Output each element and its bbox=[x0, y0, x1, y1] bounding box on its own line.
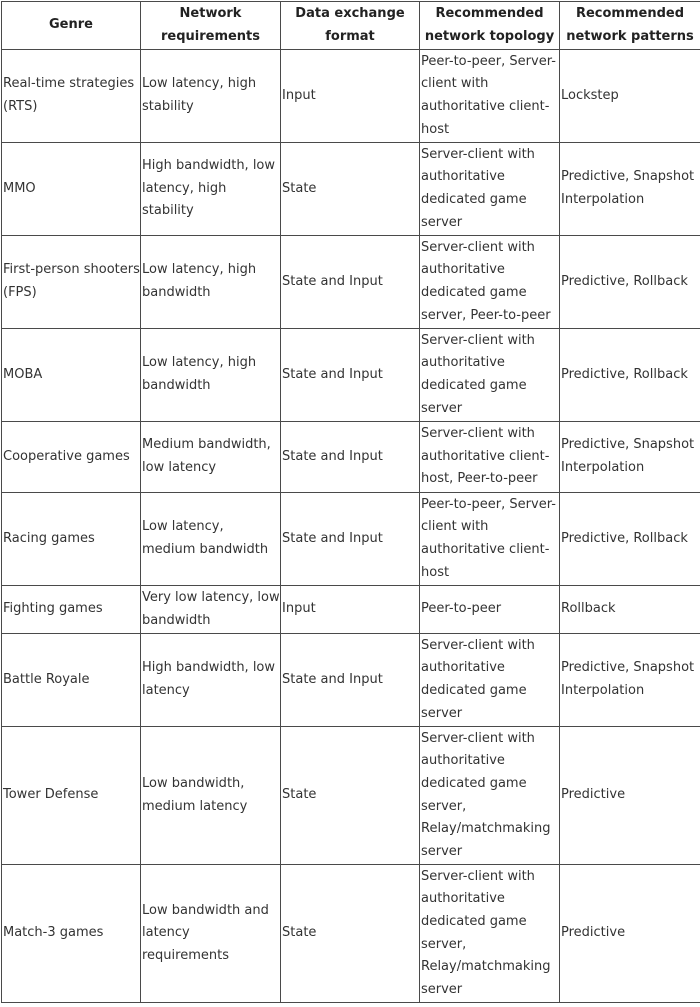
cell-data-format: State and Input bbox=[281, 422, 420, 493]
cell-network-requirements: Low latency, high bandwidth bbox=[141, 236, 281, 329]
cell-data-format: State bbox=[281, 727, 420, 865]
cell-genre: Fighting games bbox=[2, 586, 141, 634]
table-row bbox=[2, 727, 700, 865]
cell-data-format: State and Input bbox=[281, 236, 420, 329]
cell-topology: Server-client with authoritative dedicated game server, Peer-to-peer bbox=[420, 236, 560, 329]
cell-genre: MOBA bbox=[2, 329, 141, 422]
cell-patterns: Predictive, Snapshot Interpolation bbox=[560, 422, 700, 493]
cell-topology: Server-client with authoritative dedicated game server bbox=[420, 143, 560, 236]
cell-patterns: Predictive bbox=[560, 727, 700, 865]
cell-network-requirements: Low bandwidth, medium latency bbox=[141, 727, 281, 865]
header-network-requirements: Network requirements bbox=[141, 2, 281, 50]
cell-patterns: Lockstep bbox=[560, 50, 700, 143]
table-row bbox=[2, 50, 700, 143]
cell-genre: Cooperative games bbox=[2, 422, 141, 493]
table-row bbox=[2, 586, 700, 634]
table-row bbox=[2, 236, 700, 329]
cell-genre: Tower Defense bbox=[2, 727, 141, 865]
cell-network-requirements: Medium bandwidth, low latency bbox=[141, 422, 281, 493]
cell-genre: Real-time strategies (RTS) bbox=[2, 50, 141, 143]
cell-genre: Battle Royale bbox=[2, 634, 141, 727]
cell-topology: Peer-to-peer, Server-client with authoritative client-host bbox=[420, 50, 560, 143]
cell-topology: Peer-to-peer, Server-client with authoritative client-host bbox=[420, 493, 560, 586]
genre-network-table bbox=[1, 1, 700, 1003]
cell-genre: Match-3 games bbox=[2, 865, 141, 1003]
cell-patterns: Predictive, Snapshot Interpolation bbox=[560, 634, 700, 727]
cell-genre: First-person shooters (FPS) bbox=[2, 236, 141, 329]
cell-topology: Server-client with authoritative dedicated game server, Relay/matchmaking server bbox=[420, 865, 560, 1003]
table-header-row bbox=[2, 2, 700, 50]
header-recommended-patterns: Recommended network patterns bbox=[560, 2, 700, 50]
cell-patterns: Predictive, Rollback bbox=[560, 236, 700, 329]
cell-network-requirements: Low bandwidth and latency requirements bbox=[141, 865, 281, 1003]
cell-genre: MMO bbox=[2, 143, 141, 236]
table-row bbox=[2, 865, 700, 1003]
table-row bbox=[2, 422, 700, 493]
cell-topology: Server-client with authoritative client-host, Peer-to-peer bbox=[420, 422, 560, 493]
cell-patterns: Predictive, Snapshot Interpolation bbox=[560, 143, 700, 236]
cell-patterns: Predictive, Rollback bbox=[560, 493, 700, 586]
cell-data-format: State bbox=[281, 143, 420, 236]
cell-topology: Server-client with authoritative dedicated game server bbox=[420, 329, 560, 422]
cell-network-requirements: Very low latency, low bandwidth bbox=[141, 586, 281, 634]
cell-topology: Peer-to-peer bbox=[420, 586, 560, 634]
table-row bbox=[2, 634, 700, 727]
cell-network-requirements: High bandwidth, low latency, high stability bbox=[141, 143, 281, 236]
cell-patterns: Rollback bbox=[560, 586, 700, 634]
table-row bbox=[2, 329, 700, 422]
cell-network-requirements: Low latency, medium bandwidth bbox=[141, 493, 281, 586]
cell-patterns: Predictive, Rollback bbox=[560, 329, 700, 422]
cell-data-format: State and Input bbox=[281, 634, 420, 727]
cell-data-format: State and Input bbox=[281, 329, 420, 422]
cell-topology: Server-client with authoritative dedicated game server bbox=[420, 634, 560, 727]
table-row bbox=[2, 143, 700, 236]
cell-genre: Racing games bbox=[2, 493, 141, 586]
header-genre: Genre bbox=[2, 2, 141, 50]
header-data-exchange-format: Data exchange format bbox=[281, 2, 420, 50]
table-row bbox=[2, 493, 700, 586]
cell-data-format: Input bbox=[281, 50, 420, 143]
cell-data-format: Input bbox=[281, 586, 420, 634]
cell-network-requirements: Low latency, high bandwidth bbox=[141, 329, 281, 422]
cell-network-requirements: Low latency, high stability bbox=[141, 50, 281, 143]
cell-data-format: State bbox=[281, 865, 420, 1003]
cell-topology: Server-client with authoritative dedicated game server, Relay/matchmaking server bbox=[420, 727, 560, 865]
header-recommended-topology: Recommended network topology bbox=[420, 2, 560, 50]
cell-patterns: Predictive bbox=[560, 865, 700, 1003]
cell-data-format: State and Input bbox=[281, 493, 420, 586]
cell-network-requirements: High bandwidth, low latency bbox=[141, 634, 281, 727]
